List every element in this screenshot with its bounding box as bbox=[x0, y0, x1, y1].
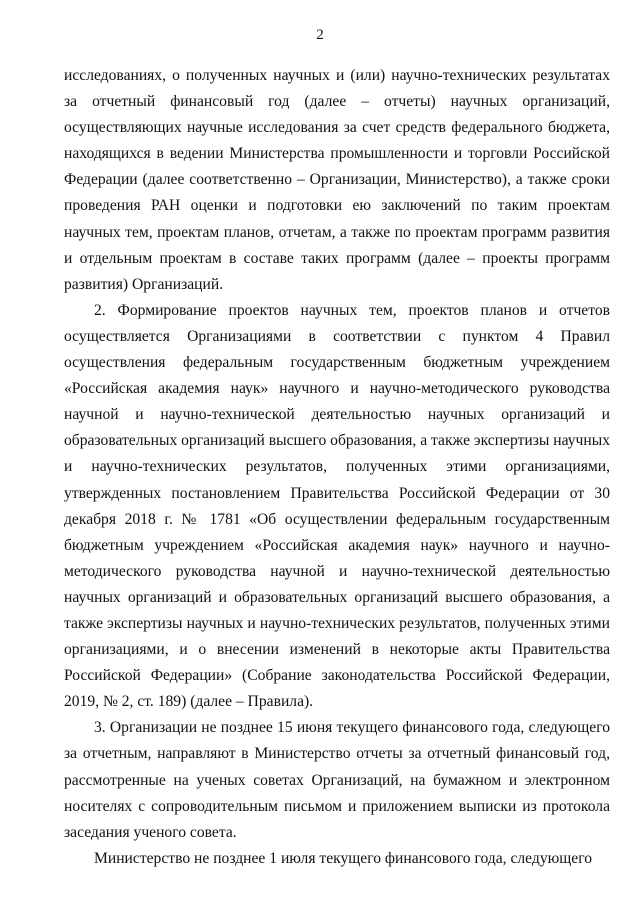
document-body bbox=[64, 63, 610, 872]
paragraph-continuation: исследованиях, о полученных научных и (или) научно-технических результатах за отчетный финансовый год (далее – отчеты) научных организаций, осуществляющих научные исследования за счет средств федерального бюджета, находящихся в ведении Министерства промышленности и торговли Российской Федерации (далее соответственно – Организации, Министерство), а также сроки проведения РАН оценки и подготовки ею заключений по таким проектам научных тем, проектам планов, отчетам, а также по проектам программ развития и отдельным проектам в составе таких программ (далее – проекты программ развития) Организаций. bbox=[64, 67, 610, 293]
paragraph-item-3: 3. Организации не позднее 15 июня текущего финансового года, следующего за отчетным, направляют в Министерство отчеты за отчетный финансовый год, рассмотренные на ученых советах Организаций, на бумажном и электронном носителях с сопроводительным письмом и приложением выписки из протокола заседания ученого совета. bbox=[64, 719, 610, 841]
paragraph-item-2: 2. Формирование проектов научных тем, проектов планов и отчетов осуществляется Организациями в соответствии с пунктом 4 Правил осуществления федеральным государственным бюджетным учреждением «Российская академия наук» научного и научно-методического руководства научной и научно-технической деятельностью научных организаций и образовательных организаций высшего образования, а также экспертизы научных и научно-технических результатов, полученных этими организациями, утвержденных постановлением Правительства Российской Федерации от 30 декабря 2018 г. № 1781 «Об осуществлении федеральным государственным бюджетным учреждением «Российская академия наук» научного и научно-методического руководства научной и научно-технической деятельностью научных организаций и образовательных организаций высшего образования, а также экспертизы научных и научно-технических результатов, полученных этими организациями, и о внесении изменений в некоторые акты Правительства Российской Федерации» (Собрание законодательства Российской Федерации, 2019, № 2, ст. 189) (далее – Правила). bbox=[64, 301, 610, 711]
paragraph-ministry: Министерство не позднее 1 июля текущего финансового года, следующего bbox=[94, 849, 592, 867]
page-number: 2 bbox=[316, 27, 324, 43]
